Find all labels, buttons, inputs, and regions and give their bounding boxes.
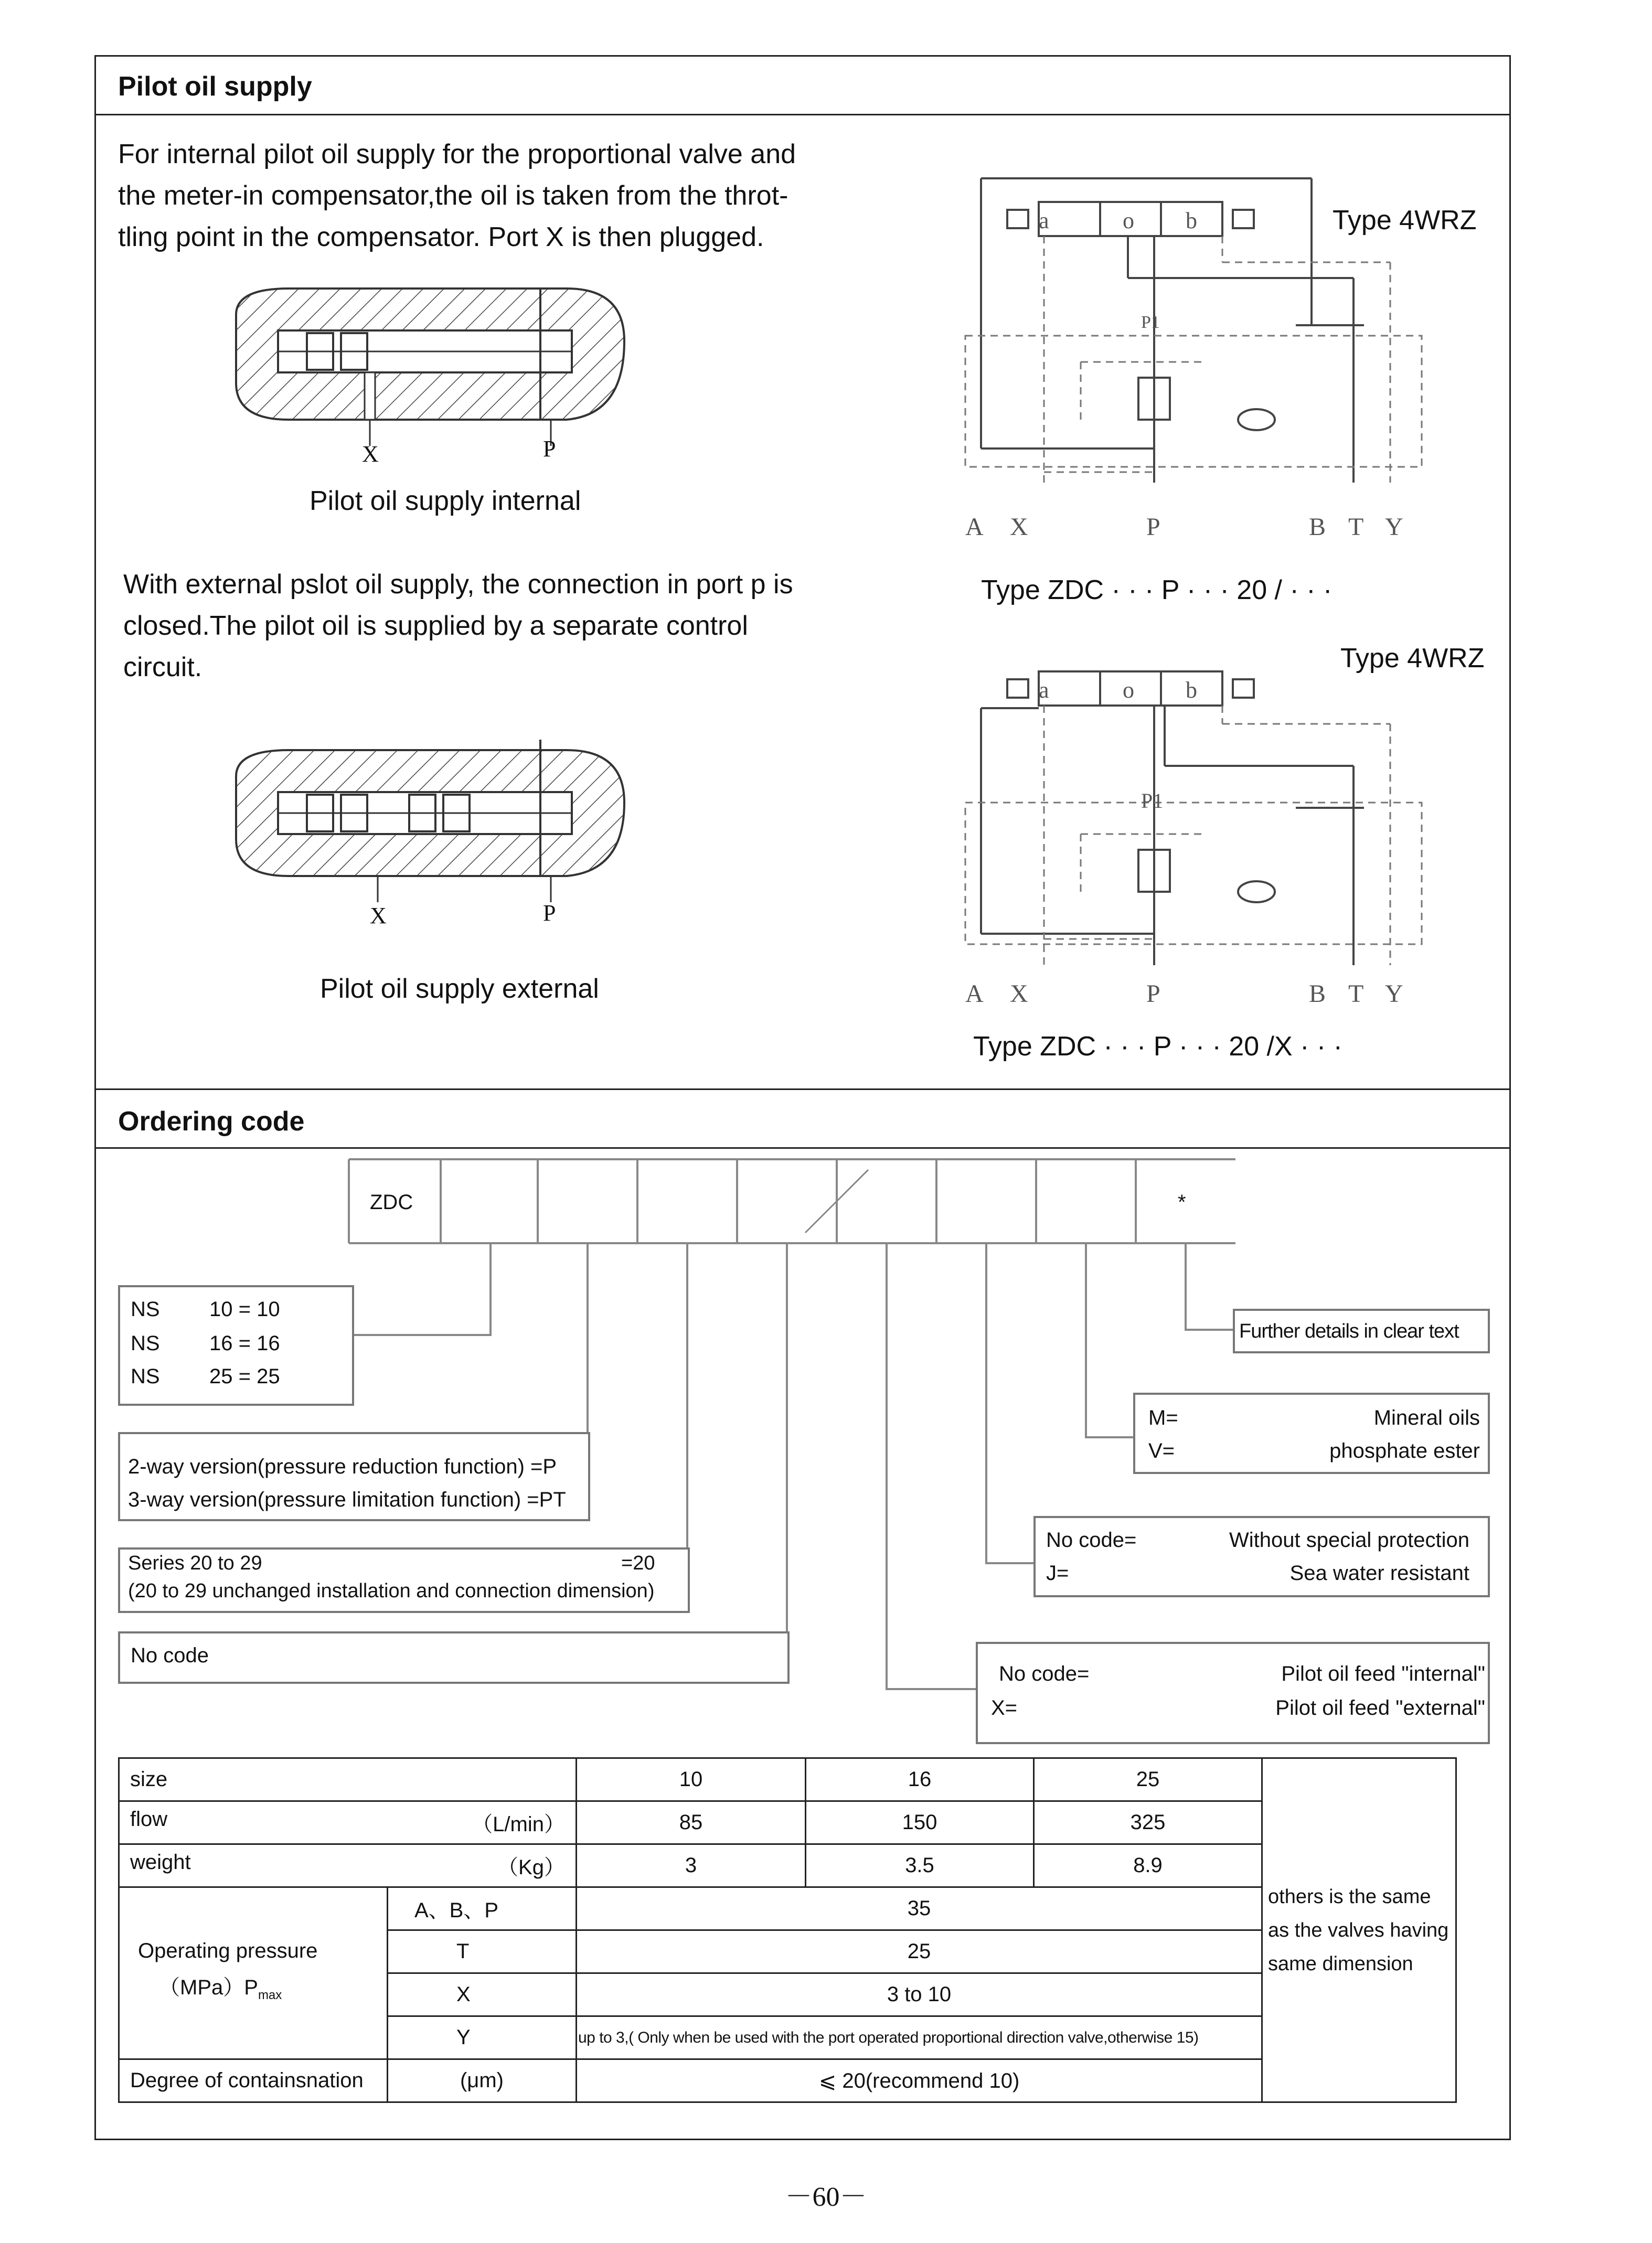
fluid-desc: phosphate ester: [1329, 1439, 1480, 1462]
table-cell: 3: [577, 1844, 806, 1887]
protection-code: J=: [1046, 1562, 1069, 1585]
table-row: [119, 2059, 1456, 2102]
version-line: 2-way version(pressure reduction function) =P: [128, 1455, 557, 1478]
flow-unit: （L/min）: [472, 1813, 565, 1836]
flow-cell: [119, 1801, 577, 1844]
text-line: closed.The pilot oil is supplied by a separate control: [123, 611, 748, 641]
port-p-label: P: [543, 900, 556, 926]
series-label: Series 20 to 29: [128, 1552, 262, 1574]
pilot-feed-code: No code=: [999, 1662, 1090, 1685]
schem-p1: P1: [1141, 313, 1160, 332]
further-details-box: [1233, 1309, 1490, 1353]
type1-code: Type ZDC · · · P · · · 20 / · · ·: [981, 575, 1333, 605]
series-code: =20: [621, 1552, 655, 1574]
page-number: －60－: [785, 2182, 867, 2212]
schem-b: b: [1186, 677, 1197, 703]
schem-P: P: [1146, 980, 1160, 1008]
op-pressure-cell: [119, 1887, 388, 2059]
table-row: [119, 1844, 1456, 1887]
caption-external: Pilot oil supply external: [320, 974, 599, 1004]
table-row: [119, 1887, 1456, 1930]
op-pressure-sub: max: [258, 1988, 282, 2002]
weight-cell: [119, 1844, 577, 1887]
fluid-code: M=: [1148, 1406, 1178, 1429]
flow-label: flow: [130, 1808, 168, 1831]
table-cell: 16: [806, 1758, 1034, 1801]
pilot-feed-desc: Pilot oil feed "external": [1275, 1696, 1485, 1719]
fluid-box: [1133, 1393, 1490, 1474]
pressure-value: 35: [577, 1887, 1262, 1930]
fluid-desc: Mineral oils: [1373, 1406, 1480, 1429]
ns-label: NS: [131, 1365, 160, 1388]
text-line: With external pslot oil supply, the connection in port p is: [123, 569, 793, 600]
type1-label: Type 4WRZ: [1333, 205, 1477, 236]
weight-unit: （Kg）: [497, 1856, 565, 1879]
table-cell: 150: [806, 1801, 1034, 1844]
degree-unit: (μm): [388, 2059, 577, 2102]
protection-desc: Without special protection: [1229, 1529, 1469, 1552]
fluid-code: V=: [1148, 1439, 1175, 1462]
pressure-port: Y: [388, 2016, 577, 2059]
spec-table: [118, 1757, 1457, 2103]
pressure-value: 3 to 10: [577, 1973, 1262, 2016]
pressure-port: X: [388, 1973, 577, 2016]
pressure-value: up to 3,( Only when be used with the port operated proportional direction valve,otherwise 15): [577, 2016, 1262, 2059]
note-line: as the valves having: [1268, 1919, 1449, 1941]
note-cell: [1262, 1758, 1456, 2102]
pilot-feed-desc: Pilot oil feed "internal": [1281, 1662, 1485, 1685]
ns-value: 25 = 25: [209, 1365, 280, 1388]
table-row: [119, 1801, 1456, 1844]
degree-label: Degree of containsnation: [119, 2059, 388, 2102]
ns-value: 16 = 16: [209, 1332, 280, 1355]
ns-value: 10 = 10: [209, 1298, 280, 1321]
weight-label: weight: [130, 1851, 191, 1874]
table-cell: 25: [1034, 1758, 1262, 1801]
ns-label: NS: [131, 1298, 160, 1321]
size-label: size: [119, 1758, 577, 1801]
schem-o: o: [1123, 677, 1134, 703]
pressure-value: 25: [577, 1930, 1262, 1973]
op-pressure-unit: （MPa）P: [159, 1976, 258, 1999]
protection-box: [1033, 1516, 1490, 1597]
table-row: [119, 1758, 1456, 1801]
text-line: the meter-in compensator,the oil is taken from the throt-: [118, 180, 788, 211]
port-x-label: X: [370, 903, 387, 928]
note-line: others is the same: [1268, 1885, 1431, 1908]
note-line: same dimension: [1268, 1952, 1413, 1975]
section-title-ordering: Ordering code: [118, 1106, 305, 1137]
degree-value: ⩽ 20(recommend 10): [577, 2059, 1262, 2102]
schem-T: T: [1348, 513, 1364, 541]
pilot-feed-code: X=: [991, 1696, 1018, 1719]
type2-code: Type ZDC · · · P · · · 20 /X · · ·: [973, 1031, 1342, 1062]
no-code-box: [118, 1631, 790, 1684]
pressure-port: A、B、P: [388, 1887, 577, 1930]
series-note: (20 to 29 unchanged installation and connection dimension): [128, 1580, 655, 1602]
no-code-label: No code: [131, 1644, 209, 1667]
schem-X: X: [1010, 513, 1028, 541]
caption-internal: Pilot oil supply internal: [310, 486, 581, 516]
ns-label: NS: [131, 1332, 160, 1355]
version-box: [118, 1432, 590, 1521]
further-details-label: Further details in clear text: [1239, 1320, 1459, 1342]
table-cell: 325: [1034, 1801, 1262, 1844]
text-line: tling point in the compensator. Port X is then plugged.: [118, 222, 764, 252]
table-cell: 8.9: [1034, 1844, 1262, 1887]
schem-B: B: [1309, 513, 1326, 541]
table-cell: 85: [577, 1801, 806, 1844]
schem-p1: P1: [1141, 789, 1164, 813]
pilot-feed-box: [976, 1642, 1490, 1744]
port-p-label: P: [543, 436, 556, 462]
schem-P: P: [1146, 513, 1160, 541]
table-cell: 3.5: [806, 1844, 1034, 1887]
section-title-pilot: Pilot oil supply: [118, 71, 312, 102]
port-x-label: X: [362, 441, 379, 467]
schem-T: T: [1348, 980, 1364, 1008]
type2-label: Type 4WRZ: [1340, 643, 1485, 674]
code-star: *: [1178, 1191, 1186, 1214]
schem-Y: Y: [1385, 980, 1403, 1008]
schem-B: B: [1309, 980, 1326, 1008]
schem-a: a: [1039, 208, 1049, 233]
protection-desc: Sea water resistant: [1289, 1562, 1469, 1585]
op-pressure-label: Operating pressure: [138, 1939, 318, 1962]
series-box: [118, 1547, 690, 1613]
schem-A: A: [965, 980, 984, 1008]
text-line: circuit.: [123, 652, 202, 682]
schem-b: b: [1186, 208, 1197, 233]
protection-code: No code=: [1046, 1529, 1137, 1552]
ns-box: [118, 1285, 354, 1406]
table-cell: 10: [577, 1758, 806, 1801]
schem-o: o: [1123, 208, 1134, 233]
pressure-port: T: [388, 1930, 577, 1973]
text-line: For internal pilot oil supply for the proportional valve and: [118, 139, 796, 169]
schem-X: X: [1010, 980, 1028, 1008]
schem-A: A: [965, 513, 984, 541]
schem-a: a: [1039, 677, 1049, 703]
version-line: 3-way version(pressure limitation function) =PT: [128, 1488, 566, 1511]
code-prefix: ZDC: [370, 1191, 413, 1214]
schem-Y: Y: [1385, 513, 1403, 541]
